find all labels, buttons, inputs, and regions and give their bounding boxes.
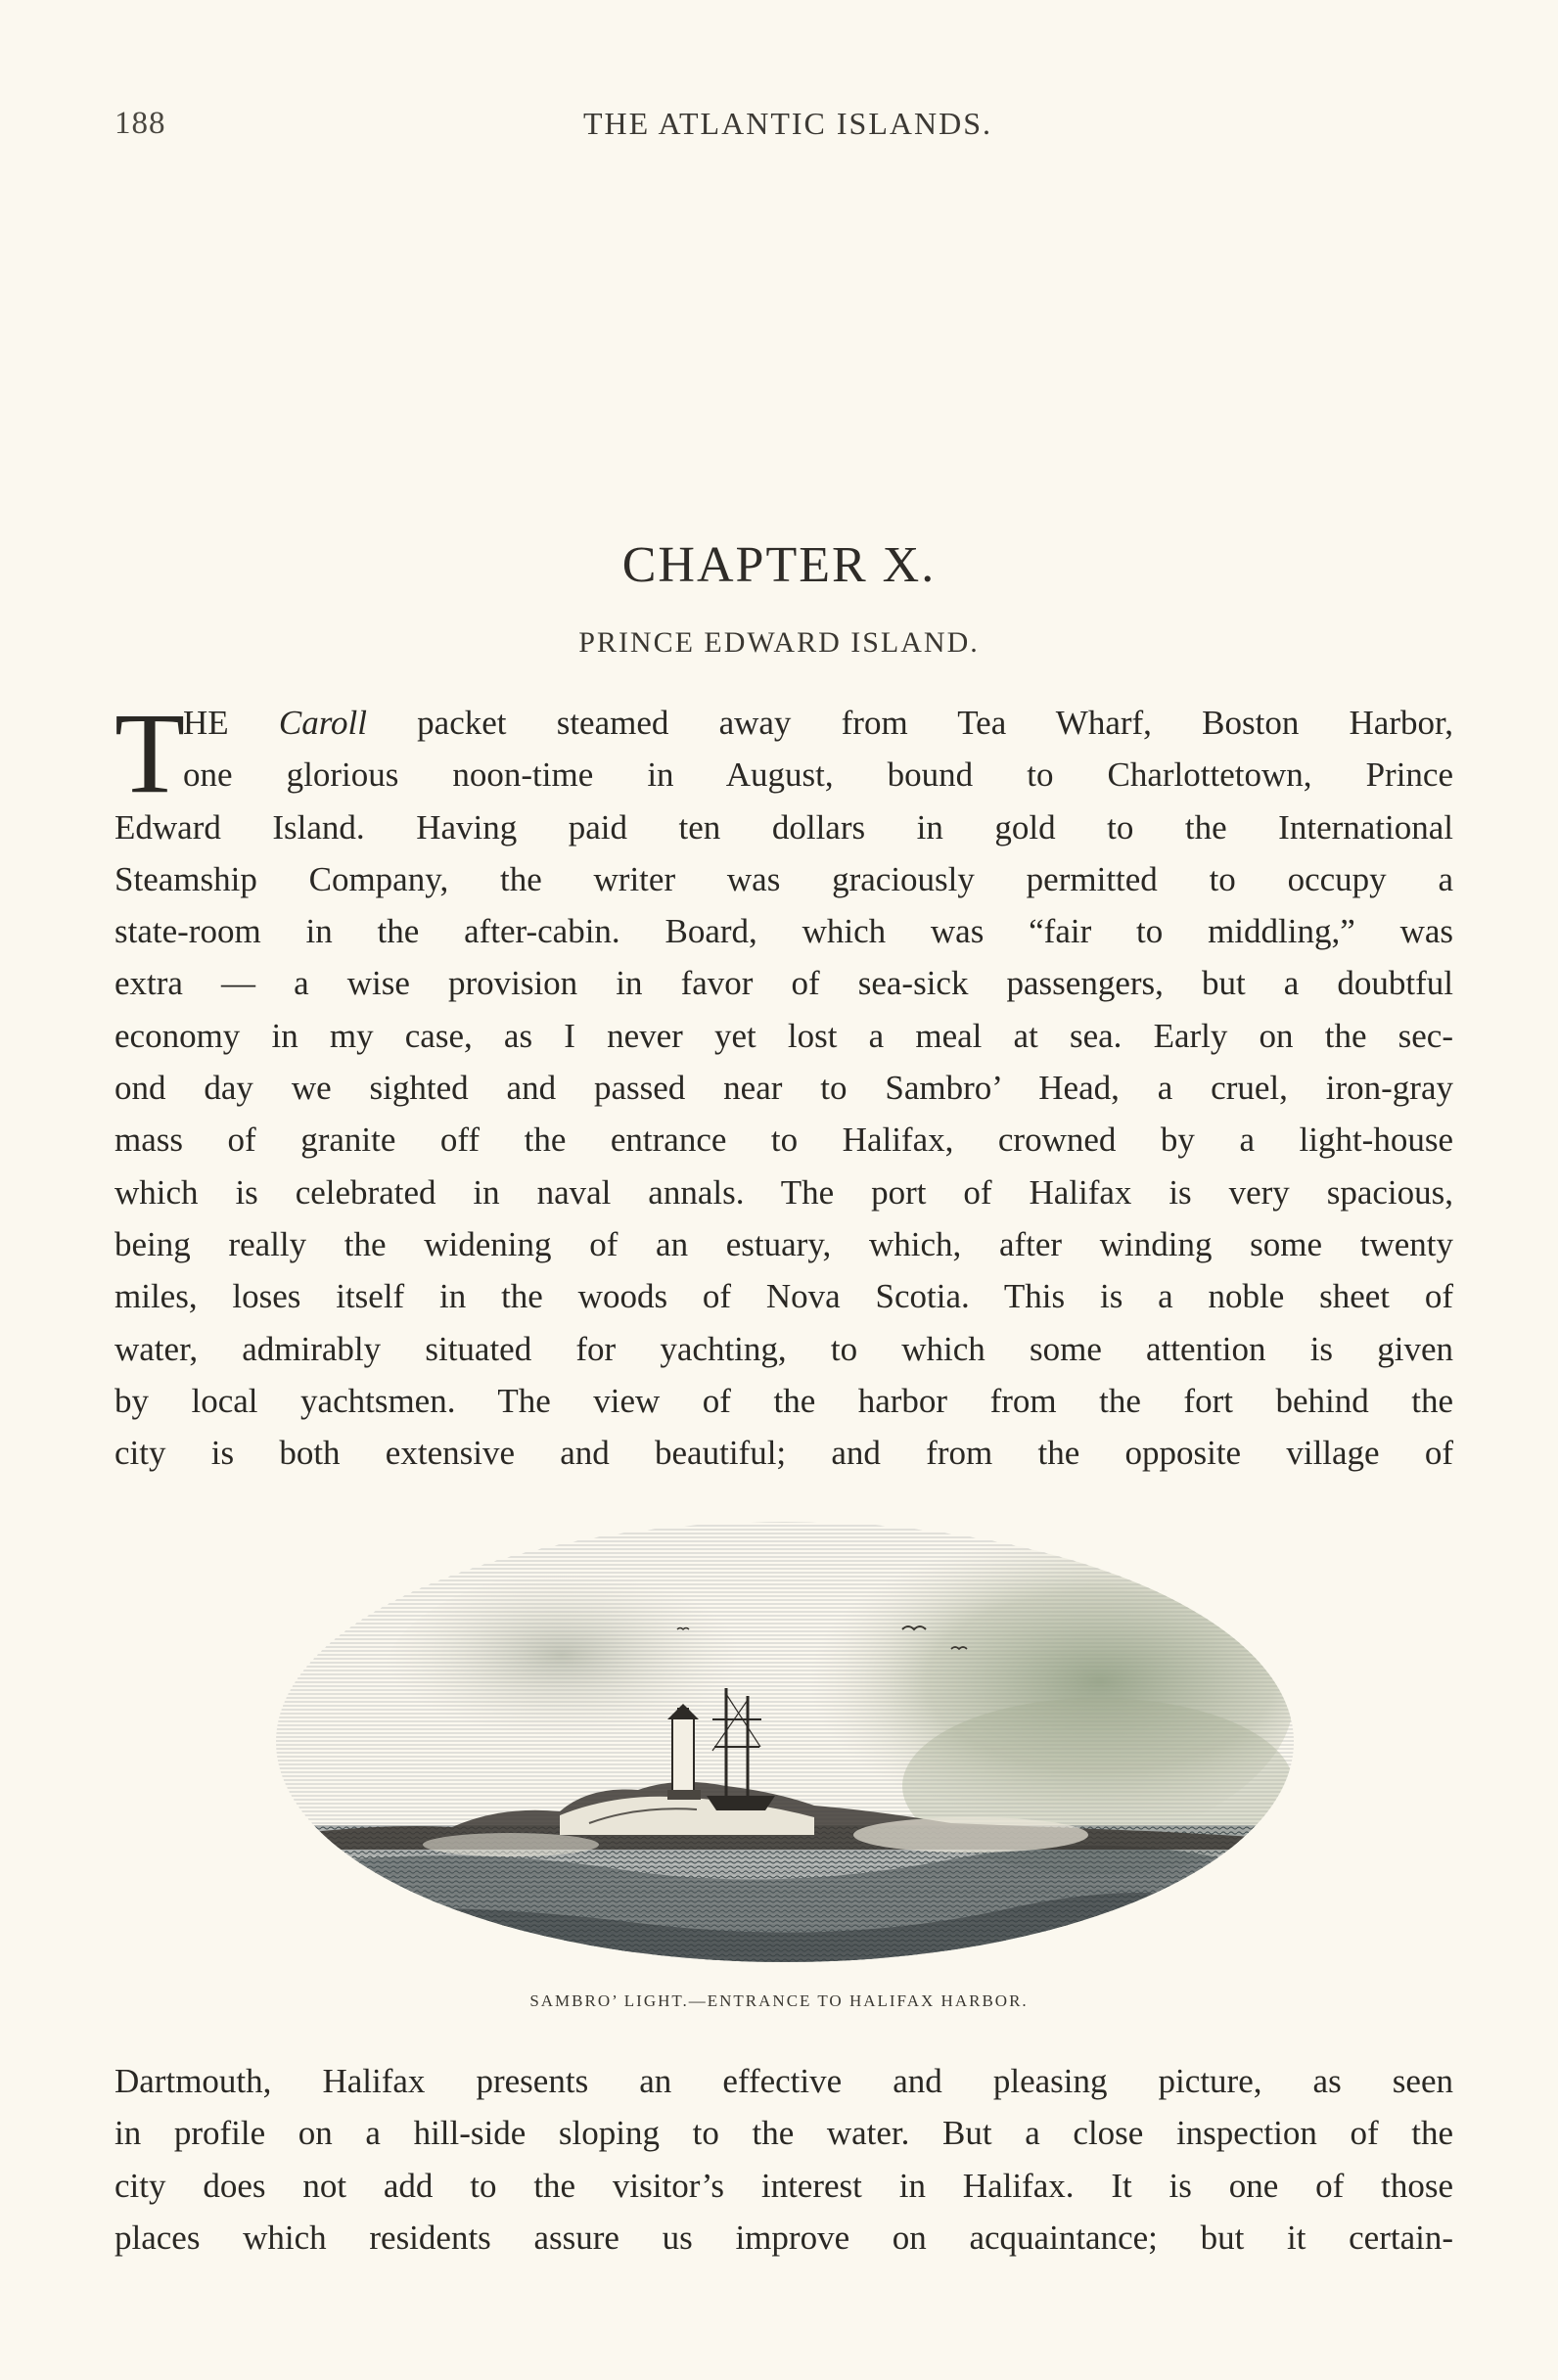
text-line: extra — a wise provision in favor of sea-sick passengers, but a doubtful [115, 964, 1453, 1003]
page-number: 188 [115, 106, 166, 141]
text-line: places which residents assure us improve on acquaintance; but it certain- [115, 2218, 1453, 2257]
body-text-bottom [115, 2055, 1453, 2264]
text-line: one glorious noon-time in August, bound to Charlottetown, Prince [183, 755, 1453, 795]
text-line: which is celebrated in naval annals. The port of Halifax is very spacious, [115, 1172, 1453, 1212]
drop-cap: T [115, 689, 186, 817]
engraving-sambro-light [266, 1512, 1304, 1972]
text-line: in profile on a hill-side sloping to the water. But a close inspection of the [115, 2114, 1453, 2153]
text-line: city is both extensive and beautiful; and from the opposite village of [115, 1434, 1453, 1473]
running-title: THE ATLANTIC ISLANDS. [583, 106, 992, 141]
text-line: mass of granite off the entrance to Halifax, crowned by a light-house [115, 1121, 1453, 1160]
illustration-caption: SAMBRO’ LIGHT.—ENTRANCE TO HALIFAX HARBOR. [529, 1991, 1029, 2010]
text-line: by local yachtsmen. The view of the harbor from the fort behind the [115, 1381, 1453, 1420]
body-text-top [115, 689, 1453, 1479]
text-line [115, 697, 1453, 749]
chapter-subtitle: PRINCE EDWARD ISLAND. [578, 626, 980, 659]
running-header [115, 106, 1461, 155]
engraving-scene [266, 1512, 1304, 1972]
text-line: Steamship Company, the writer was graciously permitted to occupy a [115, 859, 1453, 898]
text-fragment: HE [183, 704, 279, 742]
text-line: water, admirably situated for yachting, to which some attention is given [115, 1329, 1453, 1368]
text-fragment: packet steamed away from Tea Wharf, Boston Harbor, [366, 704, 1453, 742]
text-line: state-room in the after-cabin. Board, which was “fair to middling,” was [115, 912, 1453, 951]
text-line: Edward Island. Having paid ten dollars in gold to the International [115, 807, 1453, 847]
ship-name: Caroll [278, 704, 367, 742]
text-line: city does not add to the visitor’s interest in Halifax. It is one of those [115, 2166, 1453, 2205]
text-line: being really the widening of an estuary, which, after winding some twenty [115, 1224, 1453, 1263]
text-line: economy in my case, as I never yet lost a meal at sea. Early on the sec- [115, 1016, 1453, 1055]
text-line: Dartmouth, Halifax presents an effective and pleasing picture, as seen [115, 2062, 1453, 2100]
text-line: ond day we sighted and passed near to Sambro’ Head, a cruel, iron-gray [115, 1069, 1453, 1108]
text-line: miles, loses itself in the woods of Nova Scotia. This is a noble sheet of [115, 1277, 1453, 1316]
chapter-title: CHAPTER X. [621, 537, 937, 593]
